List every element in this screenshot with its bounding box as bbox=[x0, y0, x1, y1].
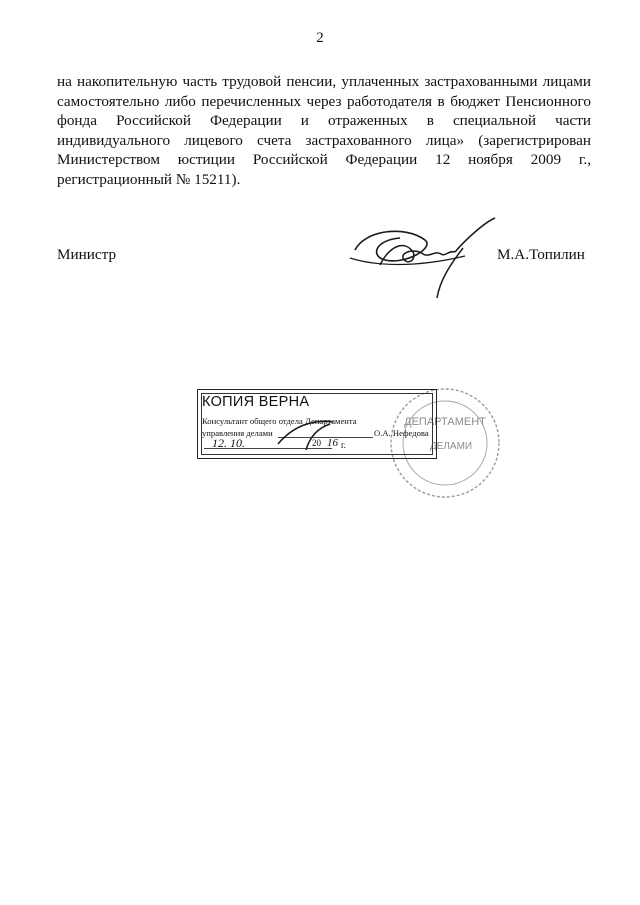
signatory-name: М.А.Топилин bbox=[497, 246, 585, 263]
stamp-year-unit: г. bbox=[341, 440, 346, 450]
seal-text-mid: ДЕЛАМИ bbox=[429, 441, 473, 452]
body-line: фонда Российской Федерации и отраженных в специальной части bbox=[57, 112, 591, 130]
body-line: регистрационный № 15211). bbox=[57, 170, 241, 188]
page-number: 2 bbox=[316, 30, 324, 46]
stamp-certifier-name: О.А. Нефедова bbox=[374, 428, 429, 438]
certification-stamp bbox=[197, 389, 437, 459]
stamp-department-label: управления делами bbox=[202, 428, 273, 438]
stamp-date: 12. 10. bbox=[212, 436, 245, 450]
signature-image bbox=[345, 210, 510, 300]
body-text bbox=[57, 72, 591, 190]
stamp-signature bbox=[258, 414, 388, 454]
seal-text-top: ДЕПАРТАМЕНТ bbox=[404, 416, 486, 428]
body-line: Министерством юстиции Российской Федерации 12 ноября 2009 г., bbox=[57, 151, 591, 169]
stamp-title: КОПИЯ ВЕРНА bbox=[202, 394, 310, 410]
stamp-position-line: Консультант общего отдела Департамента bbox=[202, 416, 357, 426]
body-line: самостоятельно либо перечисленных через работодателя в бюджет Пенсионного bbox=[57, 92, 591, 110]
body-line: на накопительную часть трудовой пенсии, уплаченных застрахованными лицами bbox=[57, 73, 591, 90]
stamp-year-suffix: 16 bbox=[327, 437, 338, 449]
signature-position-title: Министр bbox=[57, 246, 117, 263]
stamp-year-prefix: 20 bbox=[312, 438, 321, 448]
body-line: индивидуального лицевого счета застрахованного лица» (зарегистрирован bbox=[57, 131, 591, 149]
